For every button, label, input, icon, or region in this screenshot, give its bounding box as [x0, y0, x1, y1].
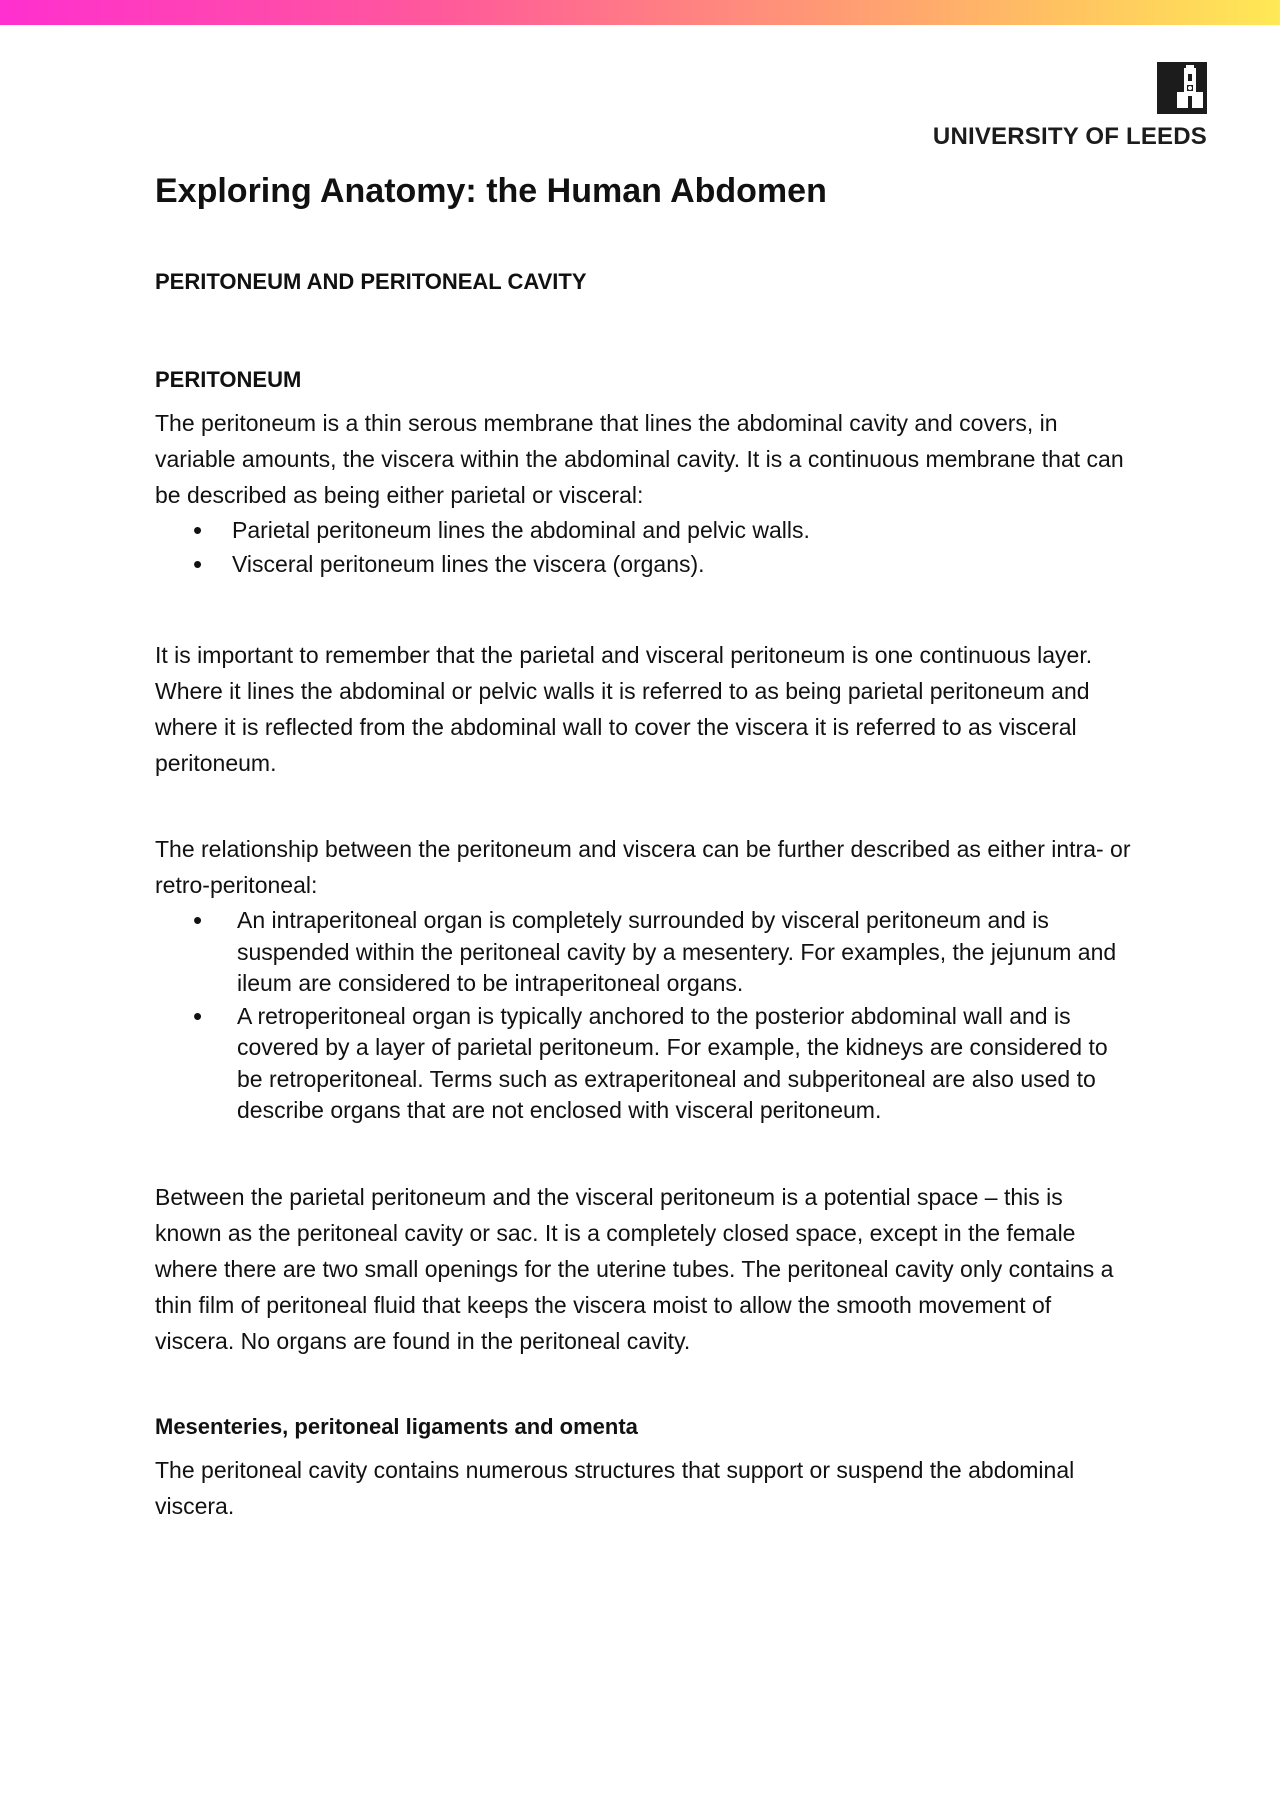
relationship-paragraph: The relationship between the peritoneum and viscera can be further described as either intra- or retro-peritoneal:: [155, 836, 1131, 898]
list-item: • Visceral peritoneum lines the viscera (organs).: [155, 547, 1135, 581]
cavity-paragraph: Between the parietal peritoneum and the visceral peritoneum is a potential space – this is known as the peritoneal cavity or sac. It is a completely closed space, except in the female where there are two small openings for the uterine tubes. The peritoneal cavity only contains a thin film of peritoneal fluid that keeps the viscera moist to allow the smooth movement of viscera. No organs are found in the peritoneal cavity.: [155, 1183, 1114, 1354]
mesenteries-paragraph: The peritoneal cavity contains numerous structures that support or suspend the abdominal viscera.: [155, 1456, 1075, 1519]
continuity-paragraph: It is important to remember that the parietal and visceral peritoneum is one continuous layer. Where it lines the abdominal or pelvic walls it is referred to as being parietal peritoneum and where it is reflected from the abdominal wall to cover the viscera it is referred to as visceral peritoneum.: [155, 642, 1093, 776]
university-logo: [933, 62, 1207, 151]
list-item: • A retroperitoneal organ is typically anchored to the posterior abdominal wall and is covered by a layer of parietal peritoneum. For example, the kidneys are considered to be retroperitoneal. Terms such as extraperitoneal and subperitoneal are also used to describe organs that are not enclosed with visceral peritoneum.: [155, 1001, 1135, 1127]
peritoneum-heading: PERITONEUM: [155, 367, 302, 392]
peritoneum-bullet-list: [155, 513, 1135, 581]
relationship-bullet-list: [155, 905, 1135, 1127]
top-gradient-bar: [0, 0, 1280, 25]
tower-logo-icon: [1157, 62, 1207, 114]
list-item: • Parietal peritoneum lines the abdominal and pelvic walls.: [155, 513, 1135, 547]
section-heading: PERITONEUM AND PERITONEAL CAVITY: [155, 269, 587, 294]
peritoneum-intro: The peritoneum is a thin serous membrane that lines the abdominal cavity and covers, in variable amounts, the viscera within the abdominal cavity. It is a continuous membrane that can be described as being either parietal or visceral:: [155, 410, 1124, 508]
mesenteries-heading: Mesenteries, peritoneal ligaments and omenta: [155, 1413, 638, 1439]
list-item: • An intraperitoneal organ is completely surrounded by visceral peritoneum and is suspended within the peritoneal cavity by a mesentery. For examples, the jejunum and ileum are considered to be intraperitoneal organs.: [155, 905, 1135, 1000]
document-body: [155, 168, 1135, 1524]
logo-text: UNIVERSITY OF LEEDS: [932, 123, 1207, 150]
document-title: Exploring Anatomy: the Human Abdomen: [155, 172, 827, 210]
